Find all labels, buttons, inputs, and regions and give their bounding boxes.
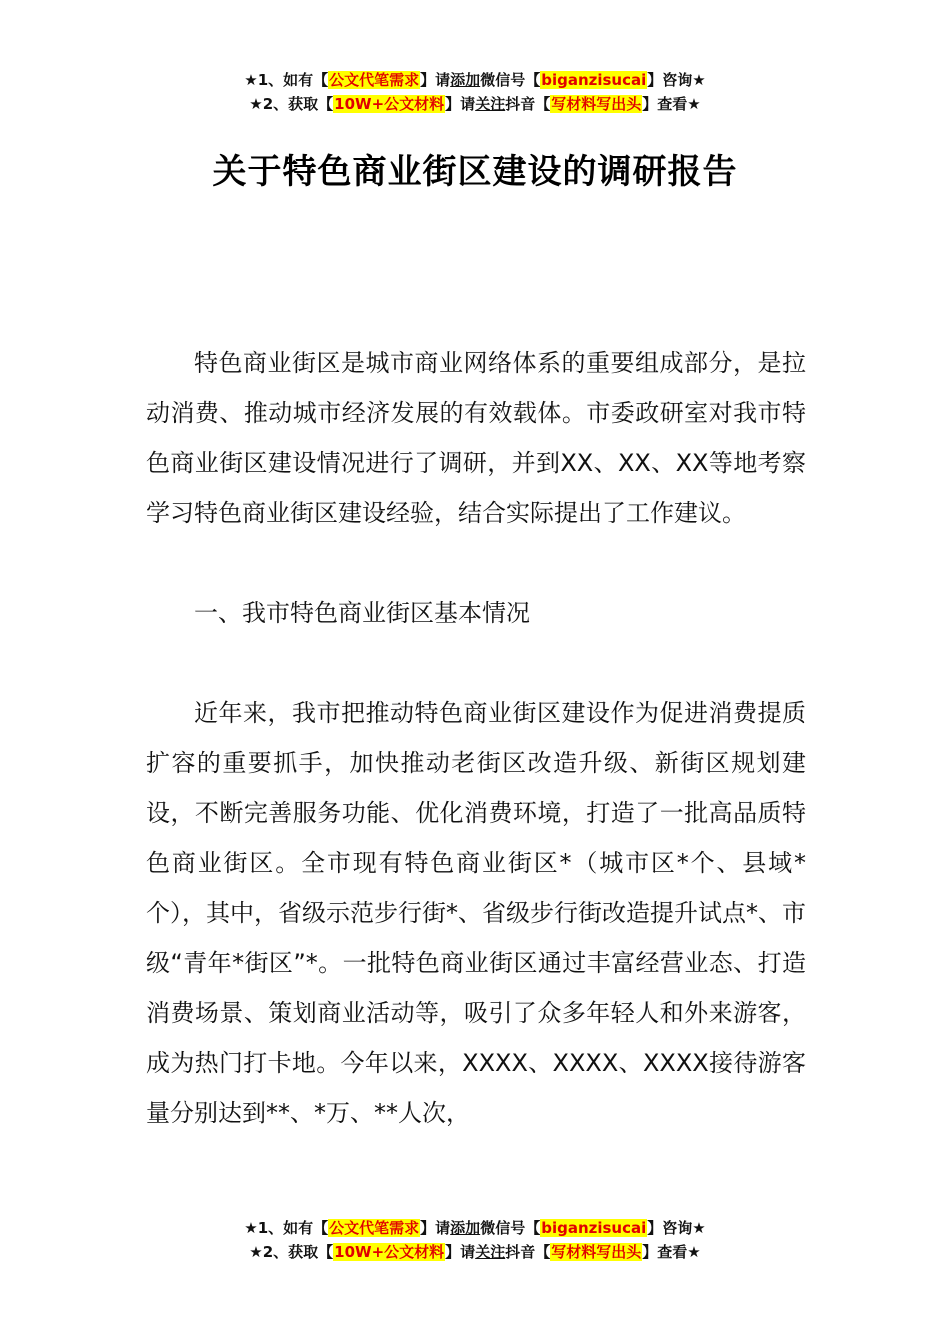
document-title: 关于特色商业街区建设的调研报告 (212, 152, 738, 192)
banner-line-1: ★1、如有【公文代笔需求】请添加微信号【biganzisucai】咨询★ (244, 1219, 706, 1237)
highlight-materials: 10W+公文材料 (334, 95, 445, 113)
star-icon: ★ (687, 95, 701, 113)
star-icon: ★ (244, 71, 258, 89)
banner-line-2: ★2、获取【10W+公文材料】请关注抖音【写材料写出头】查看★ (249, 95, 701, 113)
header-banner (0, 68, 950, 116)
star-icon: ★ (249, 95, 263, 113)
highlight-douyin-id: 写材料写出头 (551, 1243, 642, 1261)
banner-line-2: ★2、获取【10W+公文材料】请关注抖音【写材料写出头】查看★ (249, 1243, 701, 1261)
section-1-heading: 一、我市特色商业街区基本情况 (194, 599, 530, 627)
highlight-ghostwriting: 公文代笔需求 (329, 71, 420, 89)
highlight-wechat-id: biganzisucai (541, 71, 647, 89)
document-body (146, 338, 806, 1138)
footer-banner (0, 1216, 950, 1264)
star-icon: ★ (244, 1219, 258, 1237)
highlight-materials: 10W+公文材料 (334, 1243, 445, 1261)
star-icon: ★ (687, 1243, 701, 1261)
highlight-wechat-id: biganzisucai (541, 1219, 647, 1237)
highlight-ghostwriting: 公文代笔需求 (329, 1219, 420, 1237)
section-1-paragraph: 近年来，我市把推动特色商业街区建设作为促进消费提质扩容的重要抓手，加快推动老街区改造升级、新街区规划建设，不断完善服务功能、优化消费环境，打造了一批高品质特色商业街区。全市现有特色商业街区*（城市区*个、县域*个），其中，省级示范步行街*、省级步行街改造提升试点*、市级“青年*街区”*。一批特色商业街区通过丰富经营业态、打造消费场景、策划商业活动等，吸引了众多年轻人和外来游客，成为热门打卡地。今年以来，XXXX、XXXX、XXXX接待游客量分别达到**、*万、**人次， (146, 699, 806, 1127)
star-icon: ★ (692, 71, 706, 89)
highlight-douyin-id: 写材料写出头 (551, 95, 642, 113)
star-icon: ★ (249, 1243, 263, 1261)
banner-line-1: ★1、如有【公文代笔需求】请添加微信号【biganzisucai】咨询★ (244, 71, 706, 89)
intro-paragraph: 特色商业街区是城市商业网络体系的重要组成部分，是拉动消费、推动城市经济发展的有效载体。市委政研室对我市特色商业街区建设情况进行了调研，并到XX、XX、XX等地考察学习特色商业街区建设经验，结合实际提出了工作建议。 (146, 349, 806, 527)
star-icon: ★ (692, 1219, 706, 1237)
